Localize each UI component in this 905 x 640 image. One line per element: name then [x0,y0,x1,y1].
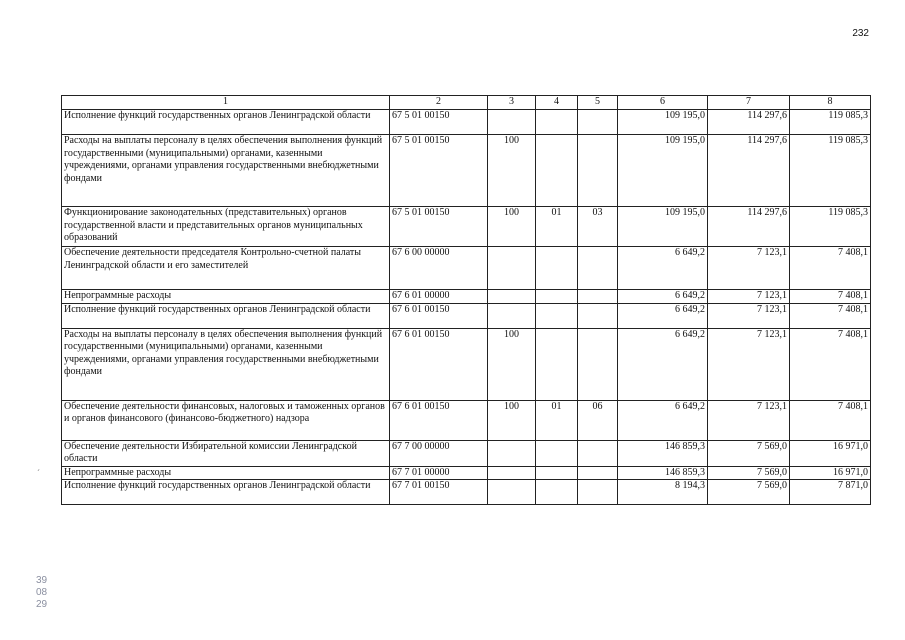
row-col-3 [488,290,536,304]
row-col-4 [536,290,578,304]
row-code: 67 6 01 00150 [390,400,488,440]
row-value-7: 114 297,6 [708,207,790,247]
row-value-6: 8 194,3 [618,480,708,505]
header-col-6: 6 [618,96,708,110]
row-col-5 [578,110,618,135]
row-col-5 [578,303,618,328]
header-col-1: 1 [62,96,390,110]
row-col-4 [536,303,578,328]
header-col-8: 8 [790,96,871,110]
row-col-4: 01 [536,400,578,440]
row-name: Обеспечение деятельности председателя Контрольно-счетной палаты Ленинградской области и его заместителей [62,247,390,290]
row-value-7: 114 297,6 [708,135,790,207]
budget-table [61,95,871,505]
row-col-4 [536,135,578,207]
row-col-3: 100 [488,135,536,207]
header-col-5: 5 [578,96,618,110]
row-value-6: 6 649,2 [618,290,708,304]
row-value-8: 7 871,0 [790,480,871,505]
page-number: 232 [852,28,869,39]
row-value-7: 7 123,1 [708,400,790,440]
row-value-7: 7 123,1 [708,328,790,400]
row-col-5 [578,328,618,400]
row-col-5 [578,247,618,290]
row-value-8: 7 408,1 [790,328,871,400]
row-code: 67 6 01 00150 [390,328,488,400]
row-name: Непрограммные расходы [62,290,390,304]
row-col-3 [488,303,536,328]
table-row [62,400,871,440]
row-value-8: 16 971,0 [790,466,871,480]
row-value-7: 7 569,0 [708,440,790,466]
margin-tick-mark: ˊ [37,468,40,478]
margin-marks [36,575,52,611]
row-value-6: 109 195,0 [618,135,708,207]
header-col-4: 4 [536,96,578,110]
table-row [62,303,871,328]
row-col-5 [578,440,618,466]
row-code: 67 6 01 00150 [390,303,488,328]
row-value-8: 7 408,1 [790,247,871,290]
row-value-6: 109 195,0 [618,207,708,247]
header-col-3: 3 [488,96,536,110]
row-col-4 [536,480,578,505]
row-value-8: 7 408,1 [790,290,871,304]
row-name: Обеспечение деятельности Избирательной комиссии Ленинградской области [62,440,390,466]
table-row [62,135,871,207]
row-col-4 [536,110,578,135]
row-col-5 [578,466,618,480]
row-col-3 [488,110,536,135]
header-col-7: 7 [708,96,790,110]
table-row [62,207,871,247]
margin-mark: 39 [36,575,48,586]
row-value-7: 7 123,1 [708,303,790,328]
row-value-8: 16 971,0 [790,440,871,466]
table-row [62,110,871,135]
table-row [62,480,871,505]
row-name: Функционирование законодательных (представительных) органов государственной власти и представительных органов муниципальных образований [62,207,390,247]
row-name: Расходы на выплаты персоналу в целях обеспечения выполнения функций государственными (муниципальными) органами, казенными учреждениями, органами управления государственными внебюджетными фондами [62,135,390,207]
row-code: 67 6 00 00000 [390,247,488,290]
row-col-3: 100 [488,400,536,440]
row-col-3 [488,466,536,480]
row-value-8: 119 085,3 [790,135,871,207]
row-code: 67 5 01 00150 [390,207,488,247]
row-col-4 [536,247,578,290]
table-row [62,440,871,466]
row-code: 67 5 01 00150 [390,110,488,135]
row-code: 67 7 01 00000 [390,466,488,480]
row-value-7: 114 297,6 [708,110,790,135]
row-code: 67 6 01 00000 [390,290,488,304]
row-value-7: 7 569,0 [708,466,790,480]
row-name: Исполнение функций государственных органов Ленинградской области [62,110,390,135]
row-name: Обеспечение деятельности финансовых, налоговых и таможенных органов и органов финансового (финансово-бюджетного) надзора [62,400,390,440]
row-name: Исполнение функций государственных органов Ленинградской области [62,303,390,328]
table-row [62,328,871,400]
margin-mark: 29 [36,599,48,610]
row-value-8: 7 408,1 [790,303,871,328]
row-name: Расходы на выплаты персоналу в целях обеспечения выполнения функций государственными (муниципальными) органами, казенными учреждениями, органами управления государственными внебюджетными фондами [62,328,390,400]
row-col-3: 100 [488,328,536,400]
row-value-6: 146 859,3 [618,466,708,480]
table-row [62,290,871,304]
table-row [62,247,871,290]
table-body [62,110,871,505]
row-col-5 [578,135,618,207]
row-col-3: 100 [488,207,536,247]
row-value-6: 6 649,2 [618,400,708,440]
row-value-6: 146 859,3 [618,440,708,466]
row-col-4: 01 [536,207,578,247]
table-row [62,466,871,480]
row-code: 67 7 01 00150 [390,480,488,505]
row-col-4 [536,440,578,466]
row-col-5 [578,290,618,304]
row-col-5: 03 [578,207,618,247]
row-value-7: 7 123,1 [708,290,790,304]
row-col-3 [488,247,536,290]
row-value-6: 6 649,2 [618,247,708,290]
row-col-3 [488,440,536,466]
row-value-7: 7 123,1 [708,247,790,290]
row-value-8: 7 408,1 [790,400,871,440]
row-col-3 [488,480,536,505]
row-name: Непрограммные расходы [62,466,390,480]
row-value-7: 7 569,0 [708,480,790,505]
row-value-8: 119 085,3 [790,207,871,247]
row-name: Исполнение функций государственных органов Ленинградской области [62,480,390,505]
row-code: 67 5 01 00150 [390,135,488,207]
row-col-4 [536,466,578,480]
row-value-6: 6 649,2 [618,328,708,400]
row-col-4 [536,328,578,400]
row-col-5: 06 [578,400,618,440]
row-value-6: 109 195,0 [618,110,708,135]
table-header-row [62,96,871,110]
header-col-2: 2 [390,96,488,110]
row-col-5 [578,480,618,505]
row-value-6: 6 649,2 [618,303,708,328]
margin-mark: 08 [36,587,48,598]
row-code: 67 7 00 00000 [390,440,488,466]
row-value-8: 119 085,3 [790,110,871,135]
